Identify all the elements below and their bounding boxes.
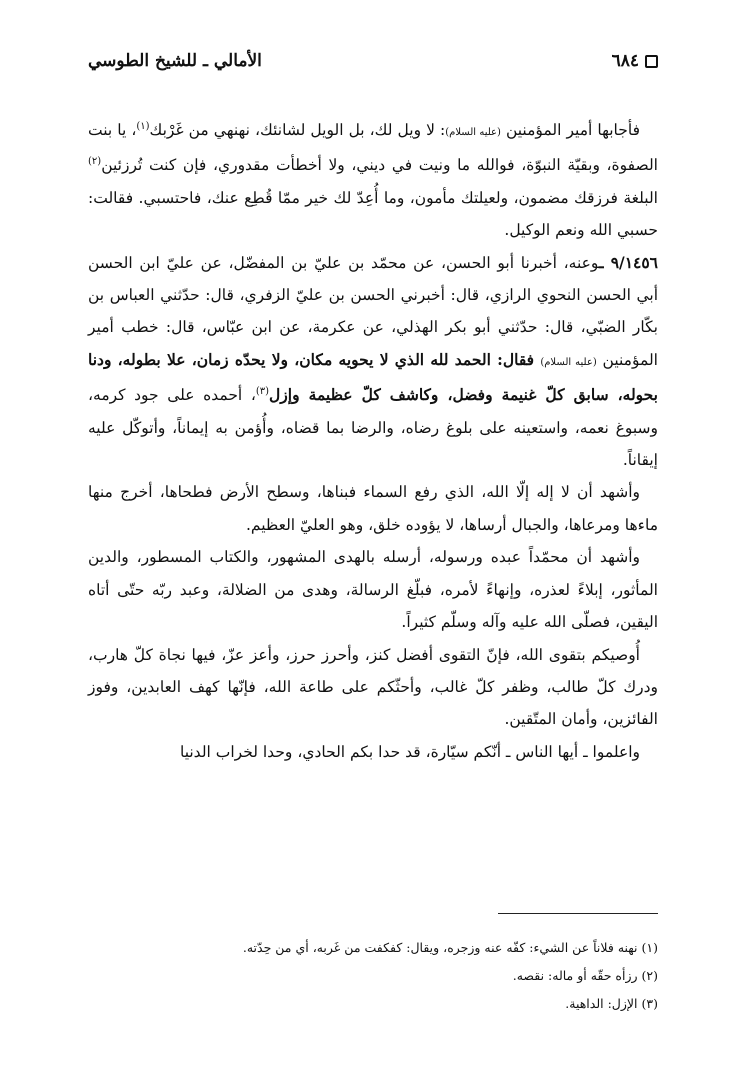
paragraph-last: واعلموا ـ أيها الناس ـ أنّكم سيّارة، قد حدا بكم الحادي، وحدا لخراب الدنيا [179, 742, 640, 761]
text-run: وعنه، أخبرنا أبو الحسن، عن محمّد بن عليّ بن المفضّل، عن عليّ ابن الحسن أبي الحسن النحوي الرازي، قال: أخبرني الحسن بن عليّ الزفري، قال: حدّثني العباس بن بكّار الضبّي، قال: حدّثني أبو بكر الهذلي، عن عكرمة، عن ابن عبّاس، قال: خطب أمير المؤمنين [88, 253, 658, 369]
text-run: فأجابها أمير المؤمنين [500, 121, 640, 139]
paragraph-shahada-1: وأشهد أن لا إله إلّا الله، الذي رفع السماء فبناها، وسطح الأرض فطحاها، أخرج منها ماءها ومرعاها، والجبال أرساها، لا يؤوده خلق، وهو العليّ العظيم. [88, 483, 658, 534]
page-number: ٦٨٤ [611, 51, 639, 71]
footnote-ref: (١) [136, 120, 150, 132]
paragraph-reply [88, 114, 658, 247]
page-header [88, 48, 658, 74]
text-run: فقال: الحمد لله الذي لا يحويه مكان، ولا يحدّه زمان، علا بطوله، ودنا بحوله، سابق كلّ غنيمة وفضل، وكاشف كلّ عظيمة وإزل [88, 349, 658, 405]
text-run: : لا ويل لك، بل الويل لشانئك، نهنهي من غَرْبك [149, 121, 446, 139]
square-icon [645, 55, 658, 68]
hadith-number: ٩/١٤٥٦ ـ [598, 252, 658, 272]
main-text [88, 114, 658, 768]
paragraph-shahada-2: وأشهد أن محمّداً عبده ورسوله، أرسله بالهدى المشهور، والكتاب المسطور، والدين المأثور، إبلاءً لعذره، وإنهاءً لأمره، فبلّغ الرسالة، وهدى من الضلالة، وعبد ربّه حتّى أتاه اليقين، فصلّى الله عليه وآله وسلّم كثيراً. [88, 548, 658, 632]
text-run: ، أحمده على جود كرمه، وسبوغ نعمه، واستعينه على بلوغ رضاه، والرضا بما قضاه، وأُؤمن به إيماناً، وأتوكّل عليه إيقاناً. [88, 386, 658, 470]
salutation: (عليه السلام) [445, 127, 501, 138]
footnote-1: (١) نهنه فلاناً عن الشيء: كفّه عنه وزجره، ويقال: كفكفت من غَربه، أي من حِدّته. [242, 940, 658, 955]
book-title: الأمالي ـ للشيخ الطوسي [88, 51, 262, 71]
paragraph-hadith [88, 247, 658, 477]
footnote-divider [498, 913, 658, 914]
footnote-3: (٣) الإزل: الداهية. [565, 996, 658, 1011]
footnote-2: (٢) رزأه حقّه أو ماله: نقصه. [512, 968, 658, 983]
text-run: ، يا بنت الصفوة، وبقيّة النبوّة، فوالله ما ونيت في ديني، ولا أخطأت مقدوري، فإن كنت تُرزئين [88, 121, 658, 175]
footnotes [88, 934, 658, 1018]
salutation: (عليه السلام) [540, 356, 597, 368]
footnote-ref: (٢) [88, 156, 102, 168]
page-number-group [612, 51, 658, 71]
text-run: البلغة فرزقك مضمون، ولعيلتك مأمون، وما أُعِدّ لك خير ممّا قُطِع عنك، فاحتسبي. فقالت: حسبي الله ونعم الوكيل. [88, 188, 658, 240]
paragraph-taqwa: أُوصيكم بتقوى الله، فإنّ التقوى أفضل كنز، وأحرز حرز، وأعز عزّ، فيها نجاة كلّ هارب، ودرك كلّ طالب، وظفر كلّ غالب، وأحثّكم على طاعة الله، فإنّها كهف العابدين، وفوز الفائزين، وأمان المتّقين. [88, 645, 658, 729]
footnote-ref: (٣) [255, 386, 270, 398]
